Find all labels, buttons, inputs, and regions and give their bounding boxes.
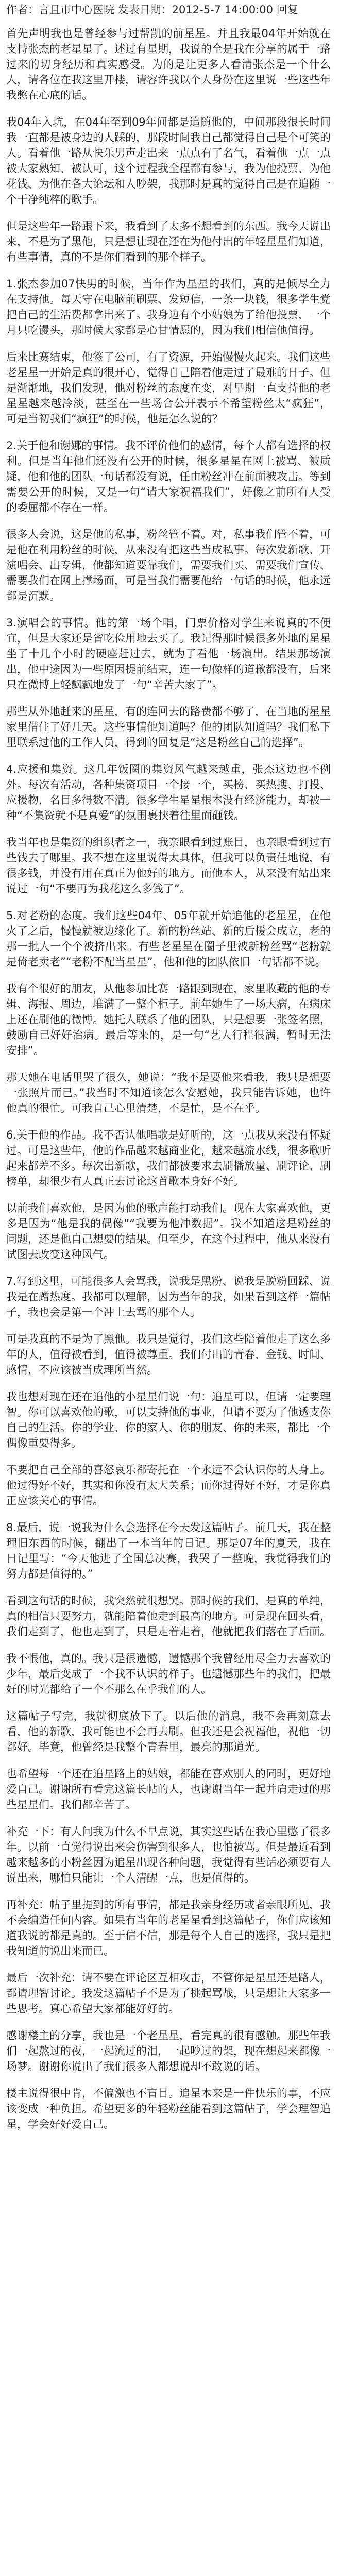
post-paragraph: 不要把自己全部的喜怒哀乐都寄托在一个永远不会认识你的人身上。他过得好不好，其实和你没有太大关系；而你过得好不好，才是你真正应该关心的事情。: [6, 1464, 331, 1507]
post-paragraph: 看到这句话的时候，我突然就很想哭。那时候的我们，是真的单纯，真的相信只要努力，就能陪着他走到最高的地方。可是现在回头看，我们走到了，他也走到了，只是走着走着，他就把我们落在了后面。: [6, 1595, 331, 1638]
post-paragraph: 2.关于他和谢娜的事情。我不评价他们的感情，每个人都有选择的权利。但是当年他们还没有公开的时候，很多星星在网上被骂、被质疑，他和他的团队一句话都没有说，任由粉丝冲在前面被攻击。等到需要公开的时候，又是一句“请大家祝福我们”，好像之前所有人受的委屈都不存在一样。: [6, 439, 331, 514]
post-paragraph: 那些从外地赶来的星星，有的连回去的路费都不够了，在当地的星星家里借住了好几天。这些事情他知道吗？他的团队知道吗？我们私下里联系过他的工作人员，得到的回复是“这是粉丝自己的选择”。: [6, 705, 331, 749]
post-paragraph: 很多人会说，这是他的私事，粉丝管不着。对，私事我们管不着，可是他在利用粉丝的时候，从来没有把这些当成私事。每次发新歌、开演唱会、出专辑，他都知道要靠我们，需要我们买、需要我们宣传、需要我们在网上撑场面，可是当我们需要他给一句话的时候，他永远都是沉默。: [6, 528, 331, 602]
post-paragraph: 6.关于他的作品。我不否认他唱歌是好听的，这一点我从来没有怀疑过。可是这些年，他的作品越来越商业化，越来越流水线，很多歌听起来都差不多。每次出新歌，我们都被要求去刷播放量、刷评论、刷榜单，却很少有人真正去讨论这首歌本身好不好。: [6, 1129, 331, 1188]
post-paragraph: 那天她在电话里哭了很久，她说：“我不是要他来看我，我只是想要一张照片而已。”我当时不知道该怎么安慰她，我只能告诉她，也许他真的很忙。可我自己心里清楚，不是忙，是不在乎。: [6, 1071, 331, 1114]
post-paragraph: 我也想对现在还在追他的小星星们说一句：追星可以，但请一定要理智。你可以喜欢他的歌，可以支持他的事业，但请不要为了他透支你自己的生活。你的学业、你的家人、你的朋友、你的未来，都比一个偶像重要得多。: [6, 1391, 331, 1449]
post-paragraph: 感谢楼主的分享，我也是一个老星星，看完真的很有感触。那些年我们一起熬过的夜，一起流过的泪，一起吵过的架，现在想起来都像一场梦。谢谢你说出了我们很多人都想说却不敢说的话。: [6, 2029, 331, 2073]
post-paragraph: 可是我真的不是为了黑他。我只是觉得，我们这些陪着他走了这么多年的人，值得被看到，值得被尊重。我们付出的青春、金钱、时间、感情，不应该被当成理所当然。: [6, 1333, 331, 1376]
post-paragraph: 我当年也是集资的组织者之一，我亲眼看到过账目，也亲眼看到过有些钱去了哪里。我不想在这里说得太具体，但我可以负责任地说，有很多钱，并没有用在真正为他好的地方。而他本人，从来没有站出来说过一句“不要再为我花这么多钱了”。: [6, 836, 331, 895]
post-paragraph: 再补充：帖子里提到的所有事情，都是我亲身经历或者亲眼所见，我不会编造任何内容。如果有当年的老星星看到这篇帖子，你们应该知道我说的都是真的。至于信不信，那是每个人自己的选择，我只是把我知道的说出来而已。: [6, 1899, 331, 1957]
post-paragraph: 补充一下：有人问我为什么不早点说，其实这些话在我心里憋了很多年。以前一直觉得说出来会伤害到很多人，也怕被骂。但是最近看到越来越多的小粉丝因为追星出现各种问题，我觉得有些话必须要有人说出来，哪怕只能让一个人清醒一点，也是值得的。: [6, 1825, 331, 1884]
post-paragraph: 这篇帖子写完，我就彻底放下了。以后他的消息，我不会再刻意去看，他的新歌，我可能也不会再去刷。但我还是会祝福他，祝他一切都好。毕竟，他曾经是我整个青春里，最亮的那道光。: [6, 1710, 331, 1753]
post-paragraph: 8.最后，说一说我为什么会选择在今天发这篇帖子。前几天，我在整理旧东西的时候，翻出了一本当年的日记。那是07年的夏天，我在日记里写：“今天他进了全国总决赛，我哭了一整晚，我觉得我们的努力都是值得的。”: [6, 1521, 331, 1580]
post-paragraph: 7.写到这里，可能很多人会骂我，说我是黑粉、说我是脱粉回踩、说我是在蹭热度。我都可以理解，因为当年的我，如果看到这样一篇帖子，我也会是第一个冲上去骂的那个人。: [6, 1275, 331, 1318]
post-paragraph: 5.对老粉的态度。我们这些04年、05年就开始追他的老星星，在他火了之后，慢慢就被边缘化了。新的粉丝站、新的后援会成立，老的那一批人一个个被挤出来。有些老星星在圈子里被新粉丝骂“老粉就是倚老卖老”“老粉不配当星星”，他和他的团队依旧一句话都不说。: [6, 909, 331, 968]
post-paragraph: 以前我们喜欢他，是因为他的歌声能打动我们。现在大家喜欢他，更多是因为“他是我的偶像”“我要为他冲数据”。我不知道这是粉丝的问题，还是他自己想要的结果。但至少，在这个过程中，他从来没有试图去改变这种风气。: [6, 1202, 331, 1261]
post-paragraph: 我04年入坑，在04年至到09年间都是追随他的，中间那段很长时间我一直都是被身边的人踩的，那段时间我自己都觉得自己是个可笑的人。看着他一路从快乐男声走出来一点点有了名气，看着他一点一点被大家熟知、被认可，这个过程我全程都有参与，我为他投票、为他花钱、为他在各大论坛和人吵架，我那时是真的觉得自己是在追随一个干净纯粹的歌手。: [6, 116, 331, 206]
post-header: 作者：言且市中心医院 发表日期：2012-5-7 14:00:00 回复: [6, 4, 298, 16]
post-body: [6, 26, 331, 2132]
post-paragraph: 4.应援和集资。这几年饭圈的集资风气越来越重，张杰这边也不例外。每次有活动，各种集资项目一个接一个，买榜、买热搜、打投、应援物，名目多得数不清。很多学生星星根本没有经济能力，却被一种“不集资就不是真爱”的氛围裹挟着往里面砸钱。: [6, 763, 331, 822]
post-paragraph: 也希望每一个还在追星路上的姑娘，都能在喜欢别人的同时，更好地爱自己。谢谢所有看完这篇长帖的人，也谢谢当年一起并肩走过的那些星星们。我们都辛苦了。: [6, 1768, 331, 1811]
post-paragraph: 3.演唱会的事情。他的第一场个唱，门票价格对学生来说真的不便宜，但是大家还是省吃俭用地去买了。我记得那时候很多外地的星星坐了十几个小时的硬座赶过去，就为了看他一场演出。结果那场演出，他中途因为一些原因提前结束，连一句像样的道歉都没有，后来只在微博上轻飘飘地发了一句“辛苦大家了”。: [6, 617, 331, 691]
post-paragraph: 楼主说得很中肯，不偏激也不盲目。追星本来是一件快乐的事，不应该变成一种负担。希望更多的年轻粉丝能看到这篇帖子，学会理智追星，学会好好爱自己。: [6, 2087, 331, 2130]
post-paragraph: 最后一次补充：请不要在评论区互相攻击，不管你是星星还是路人，都请理智讨论。我发这篇帖子不是为了挑起骂战，只是想让大家多一些思考。真心希望大家都能好好的。: [6, 1972, 331, 2015]
post-paragraph: 我不恨他，真的。我只是很遗憾，遗憾那个我曾经用尽全力去喜欢的少年，最后变成了一个我不认识的样子。也遗憾那些年的我们，把最好的时光都给了一个不那么在乎我们的人。: [6, 1652, 331, 1696]
post-paragraph: 后来比赛结束，他签了公司，有了资源，开始慢慢火起来。我们这些老星星一开始是真的很开心，觉得自己陪着他走过了最难的日子。但是渐渐地，我们发现，他对粉丝的态度在变，对早期一直支持他的老星星越来越冷淡，甚至在一些场合公开表示不希望粉丝太“疯狂”，可是当初我们“疯狂”的时候，他是怎么说的？: [6, 351, 331, 425]
post-paragraph: 首先声明我也是曾经参与过帮凯的前星星。并且我最04年开始就在支持张杰的老星星了。述过有星期，我说的全是我在分享的属于一路过来的切身经历和真实感受。为的是让更多人看清张杰是一个什么人，请各位在我这里开楼，请容许我以个人身份在这里说一些这些年我憋在心底的话。: [6, 27, 331, 101]
post-paragraph: 1.张杰参加07快男的时候，当年作为星星的我们，真的是倾尽全力在支持他。每天守在电脑前刷票、发短信，一条一块钱，很多学生党把自己的生活费都拿出来了。我身边有个小姑娘为了给他投票，一个月只吃馒头，那时候大家都是心甘情愿的，因为我们相信他值得。: [6, 278, 331, 336]
post-paragraph: 但是这些年一路跟下来，我看到了太多不想看到的东西。我今天说出来，不是为了黑他，只是想让现在还在为他付出的年轻星星们知道，有些事情，真的不是你们看到的那个样子。: [6, 220, 331, 263]
post-paragraph: 我有个很好的朋友，从他参加比赛一路跟到现在，家里收藏的他的专辑、海报、周边，堆满了一整个柜子。前年她生了一场大病，在病床上还在刷他的微博。她托人联系了他的团队，只是想要一张签名照，鼓励自己好好治病。最后等来的，是一句“艺人行程很满，暂时无法安排”。: [6, 982, 331, 1057]
